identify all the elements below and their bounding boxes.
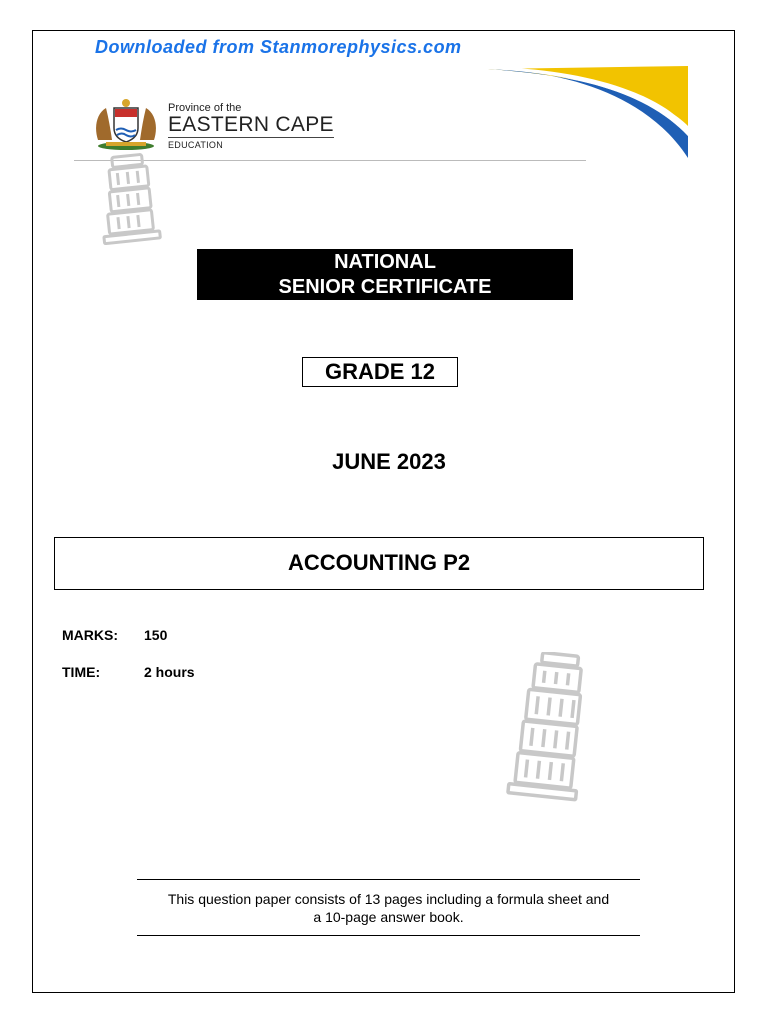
logo-province-line: Province of the <box>168 102 242 114</box>
download-banner[interactable]: Downloaded from Stanmorephysics.com <box>95 37 462 57</box>
footer-rule-bottom <box>137 935 640 936</box>
department-logo <box>168 102 334 150</box>
time-label: TIME: <box>62 664 101 680</box>
header-swoosh <box>488 66 688 158</box>
note-line-1: This question paper consists of 13 pages including a formula sheet and <box>167 891 610 907</box>
coat-of-arms-icon <box>88 96 164 152</box>
marks-value: 150 <box>144 627 168 643</box>
exam-date: JUNE 2023 <box>332 449 446 474</box>
grade-box: GRADE 12 <box>302 357 458 387</box>
certificate-banner <box>197 249 573 300</box>
page-count-note <box>137 890 640 926</box>
subject-title: ACCOUNTING P2 <box>54 537 704 590</box>
certificate-line-2: SENIOR CERTIFICATE <box>278 276 492 298</box>
logo-region: EASTERN CAPE <box>168 113 334 136</box>
leaning-tower-watermark-icon <box>88 150 168 245</box>
certificate-line-1: NATIONAL <box>334 251 436 273</box>
time-value: 2 hours <box>144 664 195 680</box>
marks-label: MARKS: <box>62 627 118 643</box>
leaning-tower-watermark-icon <box>505 652 601 802</box>
logo-department: EDUCATION <box>168 140 224 150</box>
note-line-2: a 10-page answer book. <box>313 909 464 925</box>
footer-rule-top <box>137 879 640 880</box>
